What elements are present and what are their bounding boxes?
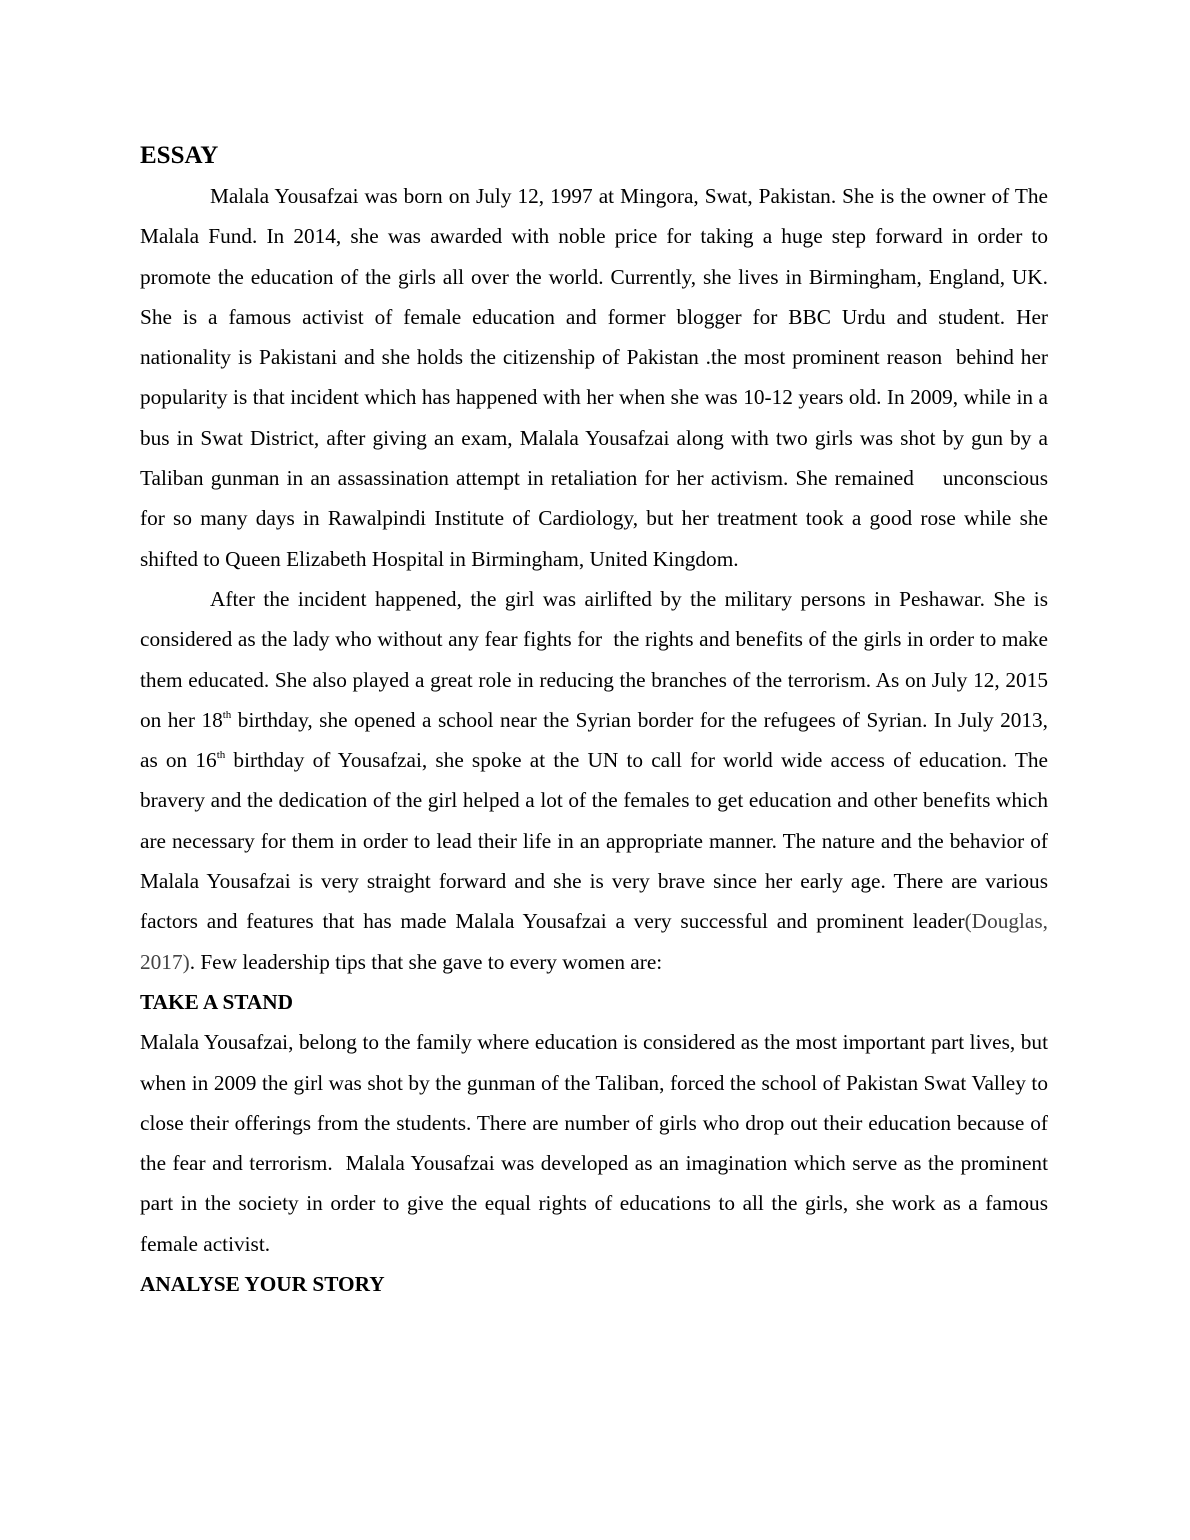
paragraph-incident-text-4: . Few leadership tips that she gave to every women are: [189,949,663,974]
paragraph-incident-text-1: After the incident happened, the girl was airlifted by the military persons in Peshawar. She is considered as the lady who without any fear fights for the rights and benefits of the girls in order to make them educated. She also played a great role in reducing the branches of the terrorism. As on July 12, 2015 on her 18 [140,586,1048,732]
heading-analyse-your-story: ANALYSE YOUR STORY [140,1272,385,1297]
paragraph-incident [140,579,1048,982]
superscript-th-2: th [216,749,226,762]
paragraph-incident-text-3: birthday of Yousafzai, she spoke at the UN to call for world wide access of education. The bravery and the dedication of the girl helped a lot of the females to get education and other benefits which are necessary for them in order to lead their life in an appropriate manner. The nature and the behavior of Malala Yousafzai is very straight forward and she is very brave since her early age. There are various factors and features that has made Malala Yousafzai a very successful and prominent leader [140,748,1048,934]
superscript-th-1: th [222,708,232,721]
heading-take-a-stand: TAKE A STAND [140,989,294,1014]
essay-title: ESSAY [140,142,219,169]
paragraph-take-a-stand: Malala Yousafzai, belong to the family where education is considered as the most important part lives, but when in 2009 the girl was shot by the gunman of the Taliban, forced the school of Pakistan Swat Valley to close their offerings from the students. There are number of girls who drop out their education because of the fear and terrorism. Malala Yousafzai was developed as an imagination which serve as the prominent part in the society in order to give the equal rights of educations to all the girls, she work as a famous female activist. [140,1030,1048,1256]
paragraph-biography: Malala Yousafzai was born on July 12, 1997 at Mingora, Swat, Pakistan. She is the owner of The Malala Fund. In 2014, she was awarded with noble price for taking a huge step forward in order to promote the education of the girls all over the world. Currently, she lives in Birmingham, England, UK. She is a famous activist of female education and former blogger for BBC Urdu and student. Her nationality is Pakistani and she holds the citizenship of Pakistan .the most prominent reason behind her popularity is that incident which has happened with her when she was 10-12 years old. In 2009, while in a bus in Swat District, after giving an exam, Malala Yousafzai along with two girls was shot by gun by a Taliban gunman in an assassination attempt in retaliation for her activism. She remained unconscious for so many days in Rawalpindi Institute of Cardiology, but her treatment took a good rose while she shifted to Queen Elizabeth Hospital in Birmingham, United Kingdom. [140,184,1048,571]
paragraph-incident-text-2: birthday, she opened a school near the Syrian border for the refugees of Syrian. In July 2013, as on 16 [140,707,1048,773]
document-page [140,136,1048,1304]
citation: (Douglas, 2017) [140,909,1048,974]
